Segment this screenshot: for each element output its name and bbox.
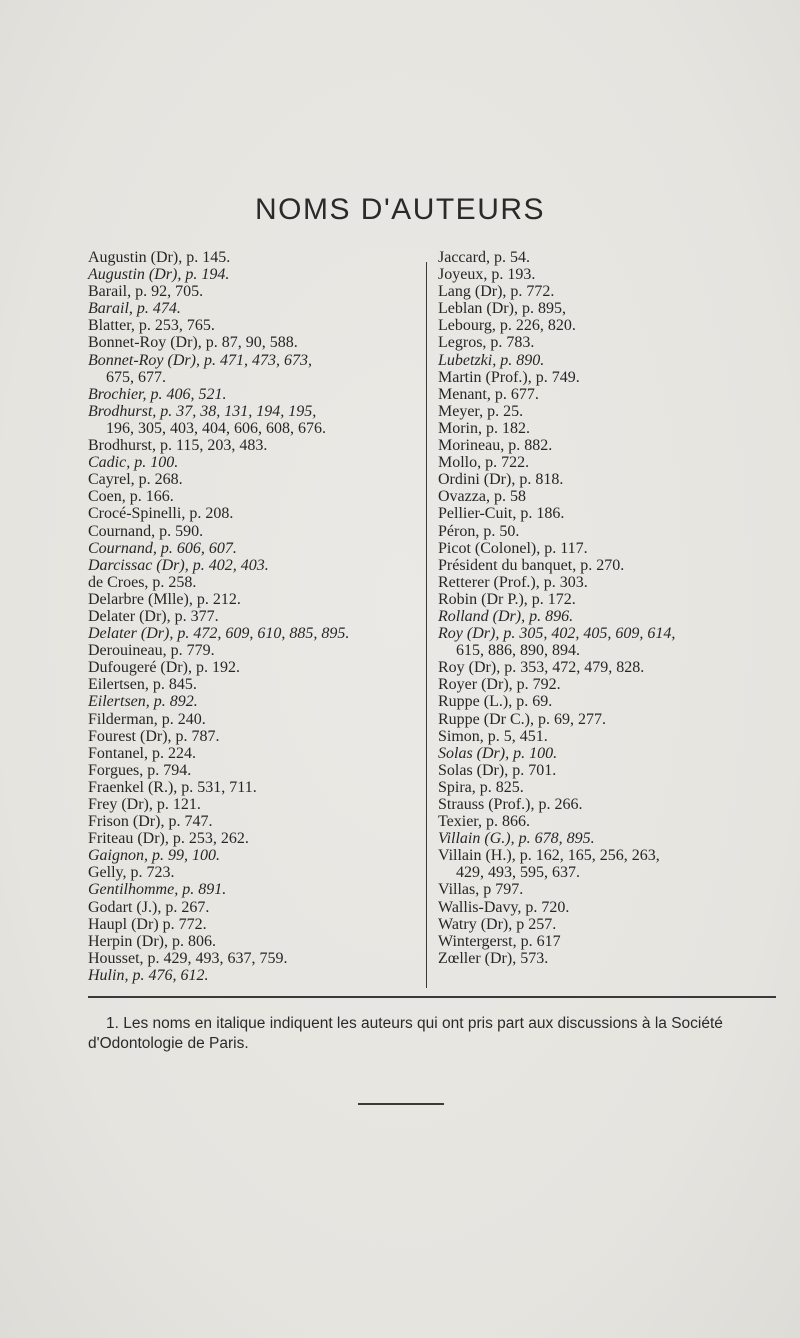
column-divider — [426, 262, 427, 988]
author-entry: Robin (Dr P.), p. 172. — [438, 590, 576, 608]
author-entry: Simon, p. 5, 451. — [438, 727, 548, 745]
footnote: 1. Les noms en italique indiquent les auteurs qui ont pris part aux discussions à la Société d'Odontologie de Paris. — [88, 1015, 723, 1052]
author-entry: Fourest (Dr), p. 787. — [88, 727, 220, 745]
author-entry: Ruppe (L.), p. 69. — [438, 693, 553, 711]
author-entry-continuation: 196, 305, 403, 404, 606, 608, 676. — [106, 419, 326, 437]
author-index-right-column — [438, 249, 788, 967]
author-entry: Spira, p. 825. — [438, 778, 524, 796]
author-entry: Barail, p. 474. — [88, 300, 181, 318]
author-entry: Brochier, p. 406, 521. — [88, 385, 227, 403]
author-entry: Watry (Dr), p 257. — [438, 915, 557, 933]
author-entry: Delater (Dr), p. 377. — [88, 607, 219, 625]
author-entry: Bonnet-Roy (Dr), p. 471, 473, 673, — [88, 351, 312, 369]
author-entry: Bonnet-Roy (Dr), p. 87, 90, 588. — [88, 334, 298, 352]
author-entry: Fraenkel (R.), p. 531, 711. — [88, 778, 257, 796]
end-rule — [358, 1103, 444, 1105]
footnote-rule — [88, 996, 776, 998]
author-entry: Joyeux, p. 193. — [438, 266, 536, 284]
author-entry: Housset, p. 429, 493, 637, 759. — [88, 949, 288, 967]
author-entry: Frison (Dr), p. 747. — [88, 813, 213, 831]
author-entry: Villas, p 797. — [438, 881, 524, 899]
author-entry: Ruppe (Dr C.), p. 69, 277. — [438, 710, 606, 728]
author-entry: Texier, p. 866. — [438, 813, 530, 831]
author-entry: Dufougeré (Dr), p. 192. — [88, 659, 240, 677]
author-entry: Legros, p. 783. — [438, 334, 535, 352]
author-entry: Fontanel, p. 224. — [88, 744, 196, 762]
author-entry: Wintergerst, p. 617 — [438, 932, 561, 950]
author-entry: Ordini (Dr), p. 818. — [438, 471, 564, 489]
author-entry: Hulin, p. 476, 612. — [88, 966, 209, 984]
author-entry: Blatter, p. 253, 765. — [88, 317, 215, 335]
author-entry-continuation: 429, 493, 595, 637. — [456, 864, 580, 882]
author-entry: Cournand, p. 590. — [88, 522, 204, 540]
author-entry: Augustin (Dr), p. 145. — [88, 249, 231, 266]
author-entry: Cournand, p. 606, 607. — [88, 539, 237, 557]
author-entry: Lang (Dr), p. 772. — [438, 283, 555, 301]
author-entry: Barail, p. 92, 705. — [88, 283, 204, 301]
author-entry: Strauss (Prof.), p. 266. — [438, 796, 583, 813]
author-entry: Cayrel, p. 268. — [88, 471, 183, 489]
author-entry: Jaccard, p. 54. — [438, 249, 530, 266]
author-entry: Delarbre (Mlle), p. 212. — [88, 590, 241, 608]
author-entry: Meyer, p. 25. — [438, 402, 524, 420]
author-entry: Ovazza, p. 58 — [438, 488, 526, 506]
author-entry: Augustin (Dr), p. 194. — [88, 266, 230, 284]
author-entry: Delater (Dr), p. 472, 609, 610, 885, 895. — [88, 625, 350, 643]
author-entry: Frey (Dr), p. 121. — [88, 796, 201, 813]
author-entry: Brodhurst, p. 37, 38, 131, 194, 195, — [88, 402, 317, 420]
author-entry: Eilertsen, p. 845. — [88, 676, 197, 694]
author-entry: Gelly, p. 723. — [88, 864, 175, 882]
author-entry: Godart (J.), p. 267. — [88, 898, 210, 916]
author-entry: Lebourg, p. 226, 820. — [438, 317, 576, 335]
author-entry: Villain (G.), p. 678, 895. — [438, 830, 595, 848]
author-entry: Herpin (Dr), p. 806. — [88, 932, 216, 950]
author-entry: Retterer (Prof.), p. 303. — [438, 573, 588, 591]
author-entry: Morin, p. 182. — [438, 419, 530, 437]
author-entry: Lubetzki, p. 890. — [438, 351, 545, 369]
author-entry-continuation: 615, 886, 890, 894. — [456, 642, 580, 660]
author-entry: Martin (Prof.), p. 749. — [438, 368, 580, 386]
author-entry: de Croes, p. 258. — [88, 573, 197, 591]
author-entry: Roy (Dr), p. 305, 402, 405, 609, 614, — [438, 625, 676, 643]
author-entry: Leblan (Dr), p. 895, — [438, 300, 566, 318]
author-entry: Crocé-Spinelli, p. 208. — [88, 505, 234, 523]
author-entry: Friteau (Dr), p. 253, 262. — [88, 830, 249, 848]
author-entry: Morineau, p. 882. — [438, 437, 553, 455]
author-entry: Forgues, p. 794. — [88, 761, 192, 779]
author-entry: Gentilhomme, p. 891. — [88, 881, 227, 899]
author-entry: Pellier-Cuit, p. 186. — [438, 505, 565, 523]
author-entry: Haupl (Dr) p. 772. — [88, 915, 207, 933]
author-index-left-column — [88, 249, 418, 984]
author-entry: Péron, p. 50. — [438, 522, 520, 540]
author-entry: Derouineau, p. 779. — [88, 642, 215, 660]
author-entry: Rolland (Dr), p. 896. — [438, 607, 574, 625]
author-entry: Villain (H.), p. 162, 165, 256, 263, — [438, 847, 660, 865]
author-entry: Solas (Dr), p. 100. — [438, 744, 558, 762]
author-entry: Coen, p. 166. — [88, 488, 174, 506]
author-entry-continuation: 675, 677. — [106, 368, 166, 386]
author-entry: Mollo, p. 722. — [438, 454, 530, 472]
author-entry: Picot (Colonel), p. 117. — [438, 539, 588, 557]
author-entry: Wallis-Davy, p. 720. — [438, 898, 570, 916]
author-entry: Président du banquet, p. 270. — [438, 556, 625, 574]
author-entry: Royer (Dr), p. 792. — [438, 676, 561, 694]
author-entry: Solas (Dr), p. 701. — [438, 761, 557, 779]
author-entry: Zœller (Dr), 573. — [438, 949, 549, 967]
author-entry: Roy (Dr), p. 353, 472, 479, 828. — [438, 659, 645, 677]
author-entry: Cadic, p. 100. — [88, 454, 179, 472]
author-entry: Menant, p. 677. — [438, 385, 539, 403]
author-entry: Brodhurst, p. 115, 203, 483. — [88, 437, 268, 455]
author-entry: Filderman, p. 240. — [88, 710, 206, 728]
author-entry: Darcissac (Dr), p. 402, 403. — [88, 556, 269, 574]
author-entry: Gaignon, p. 99, 100. — [88, 847, 220, 865]
page-title: NOMS D'AUTEURS — [254, 193, 546, 226]
author-entry: Eilertsen, p. 892. — [88, 693, 198, 711]
